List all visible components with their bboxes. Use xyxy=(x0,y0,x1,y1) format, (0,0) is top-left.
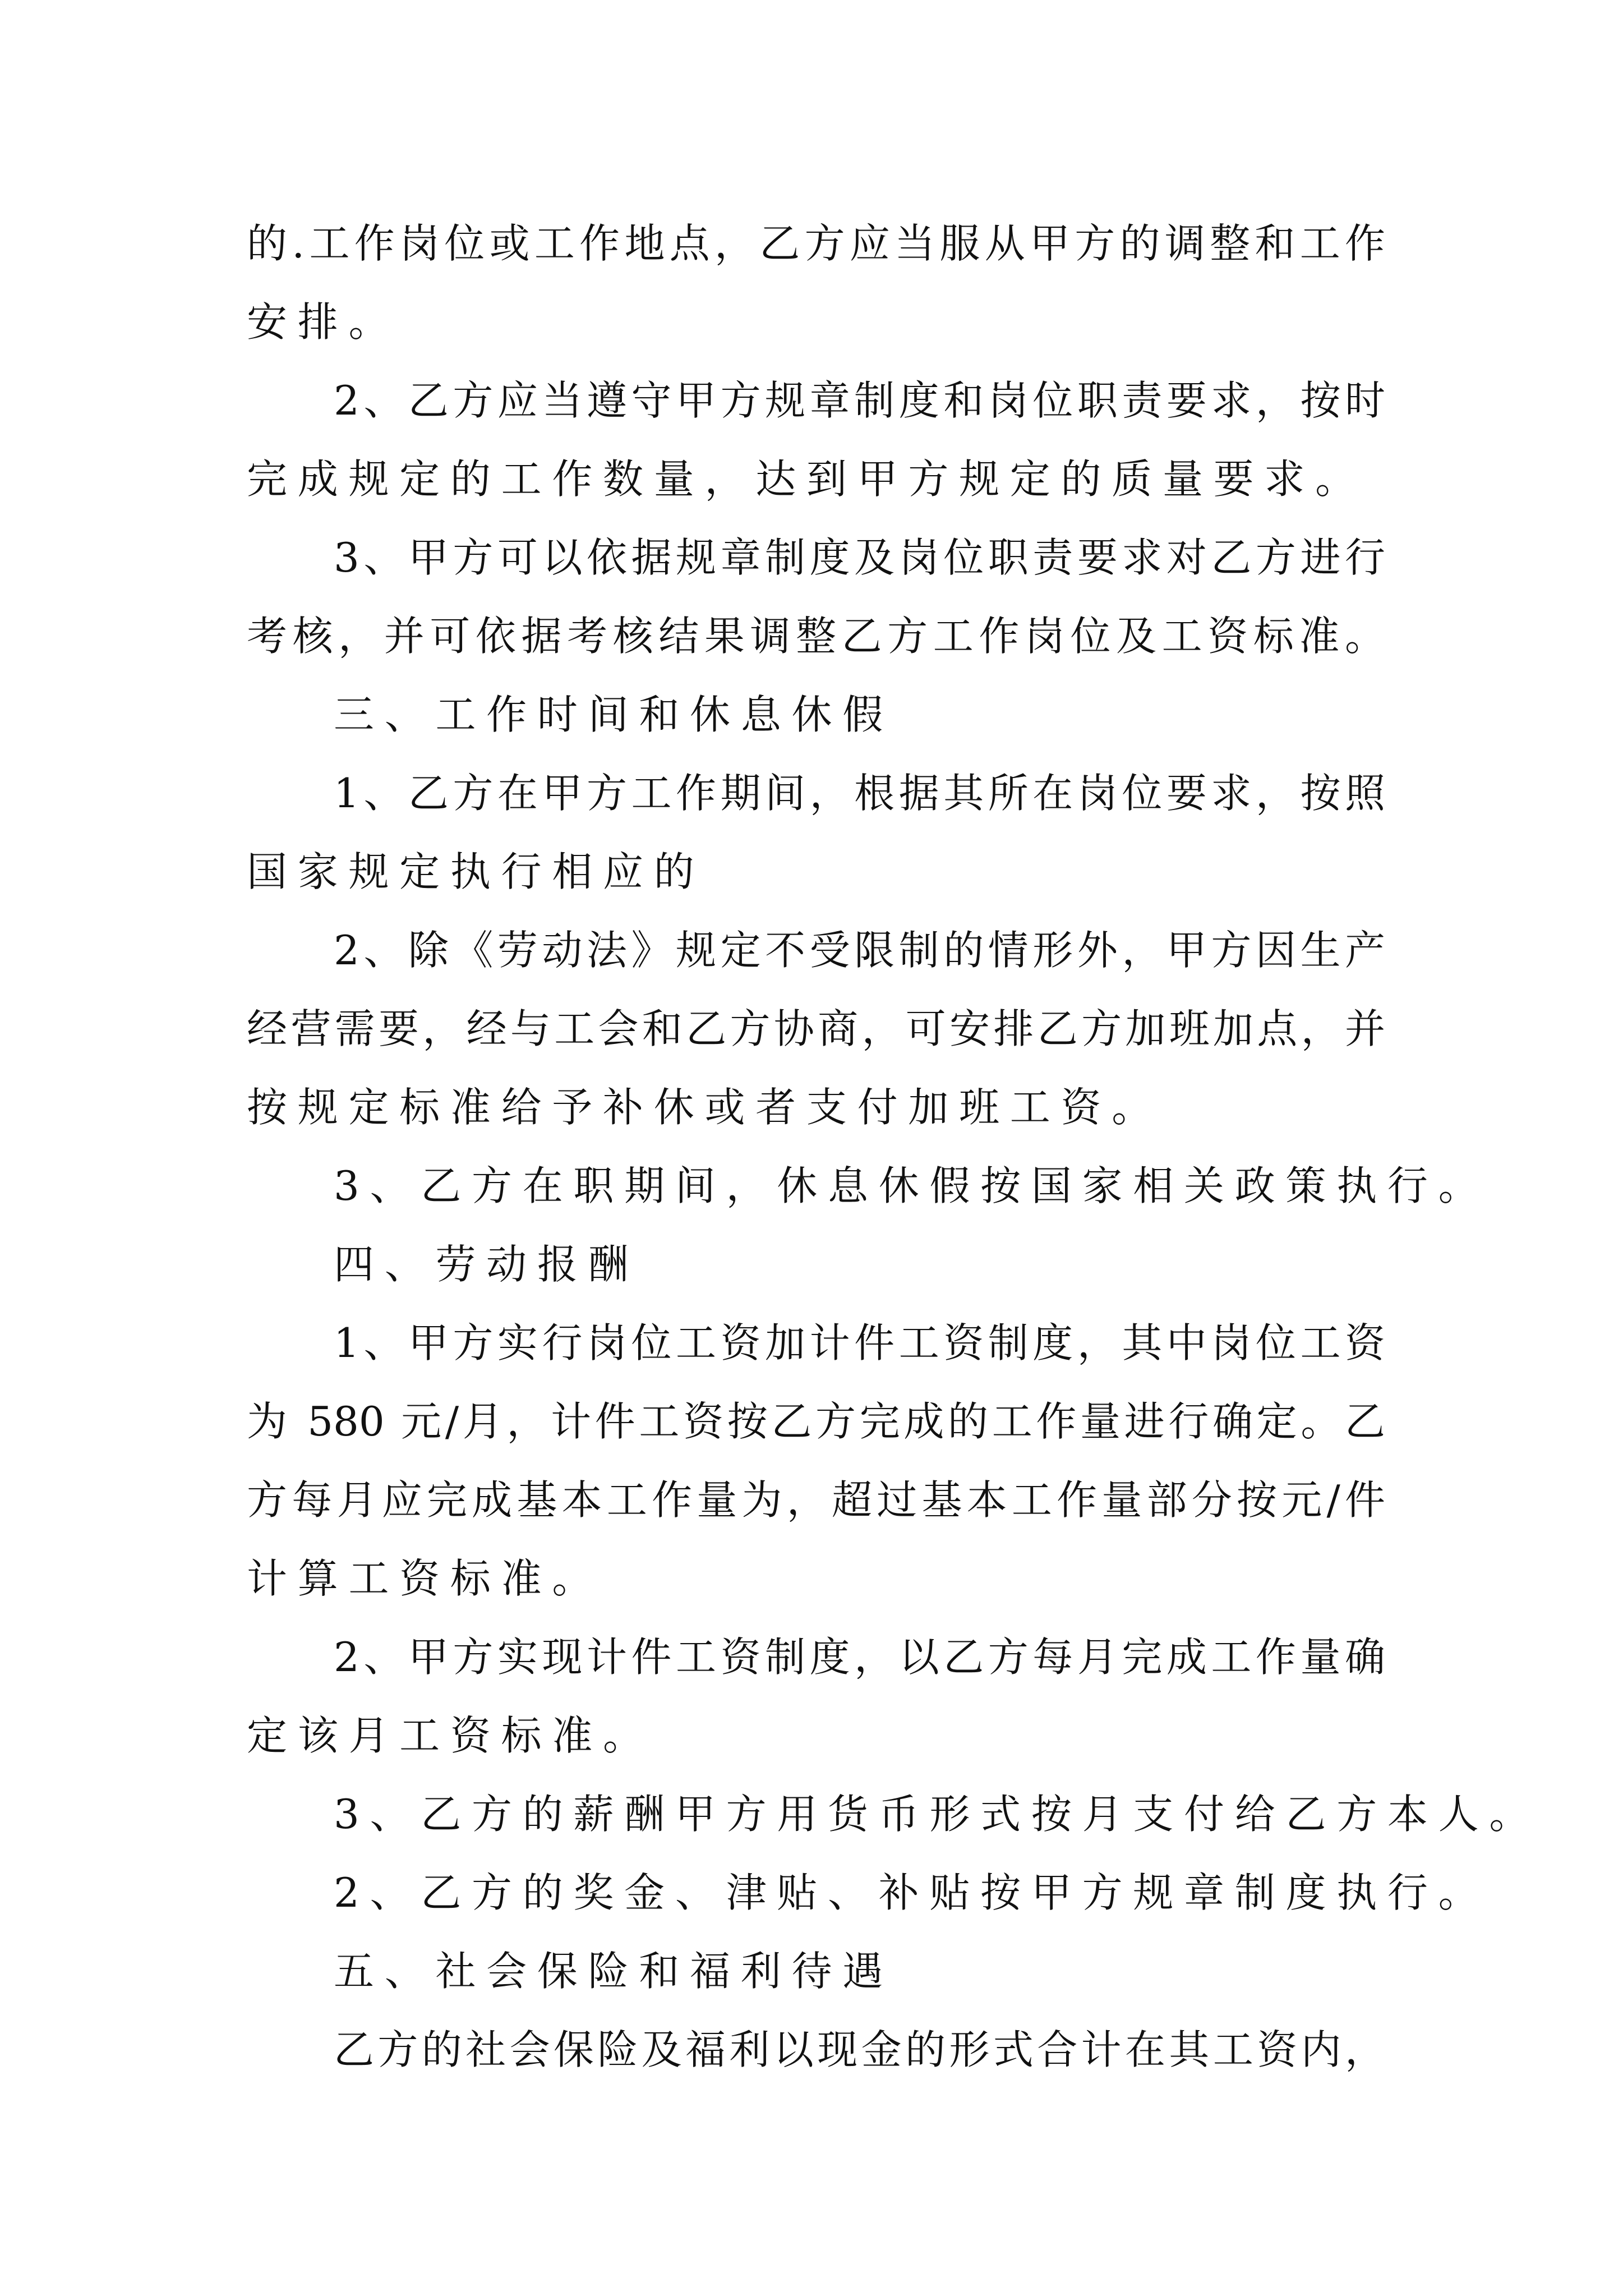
text-line: 1、甲方实行岗位工资加计件工资制度，其中岗位工资 xyxy=(334,1319,1385,1366)
text-line: 乙方的社会保险及福利以现金的形式合计在其工资内， xyxy=(334,2026,1385,2073)
text-line: 完成规定的工作数量，达到甲方规定的质量要求。 xyxy=(247,455,1366,503)
section-heading: 四、劳动报酬 xyxy=(334,1241,639,1288)
text-line: 1、乙方在甲方工作期间，根据其所在岗位要求，按照 xyxy=(334,770,1385,817)
text-line: 2、乙方应当遵守甲方规章制度和岗位职责要求，按时 xyxy=(334,377,1385,424)
text-line: 3、甲方可以依据规章制度及岗位职责要求对乙方进行 xyxy=(334,534,1385,581)
text-line: 的.工作岗位或工作地点，乙方应当服从甲方的调整和工作 xyxy=(247,220,1385,267)
text-line: 考核，并可依据考核结果调整乙方工作岗位及工资标准。 xyxy=(247,613,1385,660)
text-line: 方每月应完成基本工作量为，超过基本工作量部分按元/件 xyxy=(247,1476,1385,1524)
text-line: 定该月工资标准。 xyxy=(247,1712,654,1759)
text-line: 2、除《劳动法》规定不受限制的情形外，甲方因生产 xyxy=(334,927,1385,974)
text-line: 3、乙方在职期间，休息休假按国家相关政策执行。 xyxy=(334,1162,1490,1209)
text-line: 经营需要，经与工会和乙方协商，可安排乙方加班加点，并 xyxy=(247,1005,1385,1052)
text-line: 安排。 xyxy=(247,298,400,346)
text-line: 2、乙方的奖金、津贴、补贴按甲方规章制度执行。 xyxy=(334,1869,1490,1916)
text-line: 国家规定执行相应的 xyxy=(247,848,705,895)
text-line: 3、乙方的薪酬甲方用货币形式按月支付给乙方本人。 xyxy=(334,1791,1541,1838)
text-line: 按规定标准给予补休或者支付加班工资。 xyxy=(247,1084,1163,1131)
section-heading: 五、社会保险和福利待遇 xyxy=(334,1948,893,1995)
text-line: 为 580 元/月，计件工资按乙方完成的工作量进行确定。乙 xyxy=(247,1398,1385,1445)
section-heading: 三、工作时间和休息休假 xyxy=(334,691,893,738)
text-line: 2、甲方实现计件工资制度，以乙方每月完成工作量确 xyxy=(334,1634,1385,1681)
text-line: 计算工资标准。 xyxy=(247,1555,603,1602)
